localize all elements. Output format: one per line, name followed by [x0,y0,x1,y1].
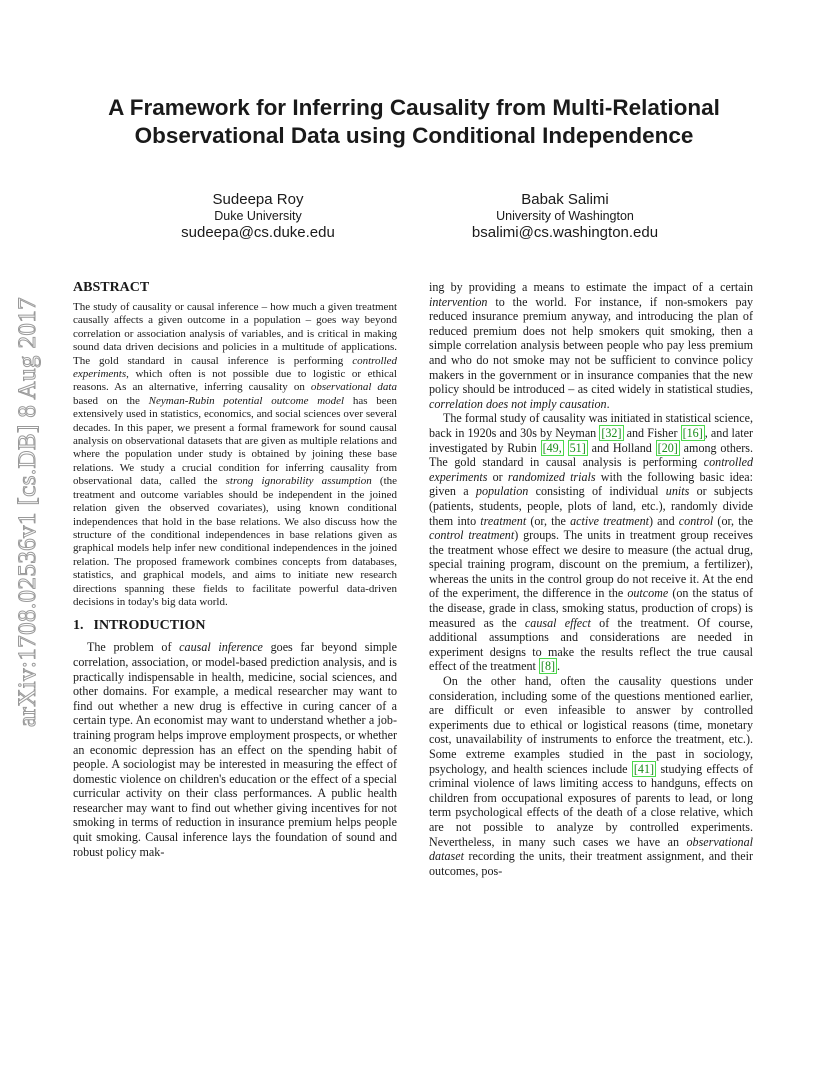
author-block-1 [158,190,358,242]
abstract-text: The study of causality or causal inference – how much a given treatment causally affects a given outcome in a population – goes way beyond correlation or association analysis of variables, and is critical in making sound data driven decisions and policies in a multitude of applications. The gold standard in causal inference is performing controlled experiments, which often is not possible due to logistic or ethical reasons. As an alternative, inferring causality on observational data based on the Neyman-Rubin potential outcome model has been extensively used in statistics, economics, and social sciences over several decades. In this paper, we present a formal framework for sound causal analysis on observational datasets that are given as multiple relations and where the population under study is obtained by joining these base relations. We study a crucial condition for inferring causality from observational data, called the strong ignorability assumption (the treatment and outcome variables should be independent in the joined relation given the observed covariates), using known conditional independences that hold in the base relations. We also discuss how the structure of the conditional independences in base relations given as graphical models help infer new conditional independences in the joined relation. The proposed framework combines concepts from databases, statistics, and graphical models, and aims to initiate new research directions spanning these fields to facilitate powerful data-driven decisions in today's big data world. [73,301,398,608]
citation-link[interactable]: [8] [540,659,556,674]
title-line-1: A Framework for Inferring Causality from Multi-Relational [108,95,720,120]
citation-link[interactable]: [41] [633,761,655,776]
citation-link[interactable]: 51] [569,440,586,455]
abstract-heading: ABSTRACT [73,280,150,295]
author-affiliation: Duke University [214,209,302,223]
author-block-2 [450,190,680,242]
intro-paragraph-1a: The problem of causal inference goes far beyond simple correlation, association, or model-based prediction analysis, and is practically indispensable in health, medicine, social sciences, and other domains. For example, a medical researcher may want to find out whether a new drug is effective in curing cancer of a certain type. An economist may want to understand whether a job-training program helps improve employment prospects, or whether an economic depression has an effect on the spending habit of people. A sociologist may be interested in measuring the effect of domestic violence on children's education or the effect of a special curricular activity on their class performances. A public health researcher may want to find out whether giving incentives for not smoking in terms of reduction in insurance premium helps people quit smoking. Causal inference lays the foundation of sound and robust policy mak- [73,640,398,859]
arxiv-stamp: arXiv:1708.02536v1 [cs.DB] 8 Aug 2017 [14,296,41,727]
paper-title [60,94,768,150]
left-column [73,280,397,859]
citation-link[interactable]: [49, [542,440,562,455]
citation-link[interactable]: [20] [657,440,678,455]
citation-link[interactable]: [32] [601,425,622,440]
intro-paragraph-1b: ing by providing a means to estimate the impact of a certain intervention to the world. For instance, if non-smokers pay reduced insurance premium anyway, and introducing the plan of reduced premium does not help smokers quit smoking, then a simple correlation analysis between people who pay less premium and who do not smoke may not be sufficient to convince policy makers in the government or in insurance companies that the new policy should be introduced – as cited widely in statistical studies, correlation does not imply causation. [429,280,753,411]
author-affiliation: University of Washington [496,209,634,223]
author-email: bsalimi@cs.washington.edu [471,224,659,241]
author-name: Babak Salimi [521,191,609,208]
intro-paragraph-3: On the other hand, often the causality questions under consideration, including some of the questions mentioned earlier, are difficult or even infeasible to answer by controlled experiments due to ethical or logistical reasons (time, monetary cost, unavailability of instruments to enforce the treatment, etc.). Some extreme examples studied in the past in sociology, psychology, and health sciences include [41] studying effects of criminal violence of laws limiting access to handguns, effects on children from occupational exposures of parents to lead, or long term psychological effects of the death of a close relative, which are not possible to analyze by controlled experiments. Nevertheless, in many such cases we have an observational dataset recording the units, their treatment assignment, and their outcomes, pos- [429,674,754,878]
title-line-2: Observational Data using Conditional Independence [134,123,694,148]
section-number: 1. [73,618,84,634]
intro-paragraph-2: The formal study of causality was initiated in statistical science, back in 1920s and 30s by Neyman [32] and Fisher [16] , and later investigated by Rubin [49, 51] and Holland [20] among others. The gold standard in causal analysis is performing controlled experiments or randomized trials with the following basic idea: given a population consisting of individual units or subjects (patients, students, people, plots of land, etc.), randomly divide them into treatment (or, the active treatment) and control (or, the control treatment) groups. The units in treatment group receives the treatment whose effect we desire to measure (the actual drug, special training program, discount on the premium, a fertilizer), whereas the units in the control group do not receive it. At the end of the experiment, the difference in the outcome (on the status of the disease, grade in class, smoking status, production of crops) is measured as the causal effect of the treatment. Of course, additional assumptions and considerations are needed in experiment designs to make the results reflect the true causal effect of the treatment [8] . [429,411,753,674]
author-name: Sudeepa Roy [212,191,304,208]
citation-link[interactable]: [16] [682,425,703,440]
author-email: sudeepa@cs.duke.edu [181,224,335,241]
section-heading-introduction [73,618,397,634]
right-column [429,280,753,878]
section-title: INTRODUCTION [93,618,206,634]
